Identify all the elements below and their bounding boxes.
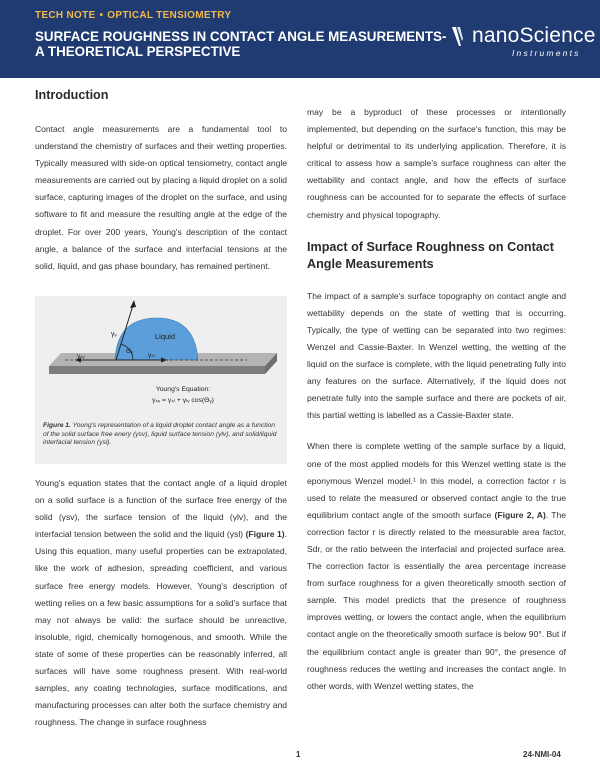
title-line-2: A THEORETICAL PERSPECTIVE	[35, 44, 241, 59]
young-diagram	[35, 296, 287, 422]
left-column-lower	[35, 475, 287, 731]
tag-optical-tensiometry: OPTICAL TENSIOMETRY	[107, 10, 232, 21]
gamma-v-label: γᵥ	[111, 331, 117, 338]
gamma-sl-label: γₛₗ	[148, 352, 155, 359]
equation-body: γₛᵥ = γₛₗ + γₗᵥ cos(Θᵧ)	[152, 397, 214, 404]
page-title	[35, 29, 446, 59]
theta-label: Θᵧ	[126, 348, 134, 355]
introduction-heading: Introduction	[35, 88, 109, 102]
young-equation-paragraph	[35, 475, 287, 731]
logo-mark-icon	[450, 24, 472, 50]
figure-1-caption	[43, 422, 281, 448]
nanoscience-logo	[450, 22, 596, 62]
impact-heading: Impact of Surface Roughness on Contact Angle Measurements	[307, 239, 555, 271]
tag-separator: •	[99, 10, 104, 21]
wenzel-text-2: . The correction factor r is directly related to the measurable area factor, Sdr, or the ratio between the interfacial and projected surface area. The correction factor is essentially the area percentage increase from surface roughness for a given theoretically smooth section of sample. This model predicts that the presence of roughness improves wetting, or lowers the contact angle, when the equilibrium contact angle on the theoretically smooth surface is below 90°. But if the equilibrium contact angle is greater than 90°, the presence of roughness reduces the wetting and increases the contact angle. In other words, with Wenzel wetting states, the	[307, 509, 567, 691]
figure-1-reference: (Figure 1)	[245, 529, 285, 540]
logo-name: nanoScience	[472, 24, 596, 47]
page-number: 1	[296, 750, 301, 759]
doc-category	[35, 10, 231, 21]
header-bar	[0, 0, 600, 78]
right-column	[307, 104, 566, 695]
young-text-2: . Using this equation, many useful properties can be extrapolated, like the work of adhesion, spreading coefficient, and various surface free energy models. However, Young's description of wetting relies on a few basic assumptions for a solid's surface that may not always be valid: the surface should be unreactive, insoluble, rigid, chemically homogenous, and smooth. While the state of some of these properties can be reasonably inferred, all surfaces will have some roughness present. With real-world samples, any coating technologies, surface modifications, and manufacturing processes can alter both the surface chemistry and roughness. The change in surface roughness	[35, 529, 287, 728]
introduction-paragraph: Contact angle measurements are a fundamental tool to understand the chemistry of surfaces and their wetting properties. Typically measured with side-on optical tensiometry, contact angle measurements are carried out by placing a liquid droplet on a solid surface, capturing images of the droplet on the surface, and using software to fit and measure the resulting angle at the edge of the droplet. For over 200 years, Young's description of the contact angle, a balance of the surface and interfacial tensions at the solid, liquid, and gas phase boundary, has remained pertinent.	[35, 124, 287, 271]
caption-label: Figure 1.	[43, 422, 71, 429]
impact-paragraph: The impact of a sample's surface topography on contact angle and wettability depends on the state of wetting that is occurring. Typically, the type of wetting can be separated into two regimes: Wenzel and Cassie-Baxter. In Wenzel wetting, the wetting of the liquid on the surface is complete, with the liquid penetrating fully into any features on the surface. Alternatively, if the liquid does not penetrate fully into the sample surface and there are pockets of air, this partial wetting is labelled as a Cassie-Baxter state.	[307, 290, 566, 421]
document-id: 24-NMI-04	[523, 750, 561, 759]
caption-text: Young's representation of a liquid droplet contact angle as a function of the solid surface free enery (γsv), liquid surface tension (γlv), and solid/liquid interfacial tension (γsl).	[43, 422, 277, 447]
continuation-paragraph: may be a byproduct of these processes or intentionally implemented, but depending on the surface's function, this may be helpful or detrimental to its underlying application. Therefore, it is critical to assess how a sample's surface roughness can alter the wettability and contact angle, and how the effects of surface roughness can be accounted for to separate the effects of surface chemistry and physical topography.	[307, 107, 566, 220]
figure-2-reference: (Figure 2, A)	[494, 509, 546, 520]
title-line-1: SURFACE ROUGHNESS IN CONTACT ANGLE MEASUREMENTS-	[35, 29, 447, 44]
gamma-sv-label: γₛᵥ	[77, 353, 85, 360]
equation-title: Young's Equation:	[155, 386, 211, 393]
figure-1	[35, 296, 287, 464]
tag-tech-note: TECH NOTE	[35, 10, 96, 21]
wenzel-text-1: When there is complete wetting of the sample surface by a liquid, one of the most applied models for this Wenzel wetting state is the eponymous Wenzel model.¹ In this model, a correction factor r is used to relate the measured or observed contact angle to the true equilibrium contact angle of the smooth surface	[307, 441, 566, 520]
logo-subtitle: Instruments	[512, 48, 581, 58]
wenzel-paragraph	[307, 438, 566, 694]
young-text-1: Young's equation states that the contact angle of a liquid droplet on a solid surface is a function of the surface free energy of the solid (γsv), the surface tension of the liquid (γlv), and the interfacial tension between the solid and the liquid (γsl)	[35, 478, 287, 540]
liquid-label: Liquid	[155, 332, 176, 341]
left-column	[35, 86, 287, 275]
